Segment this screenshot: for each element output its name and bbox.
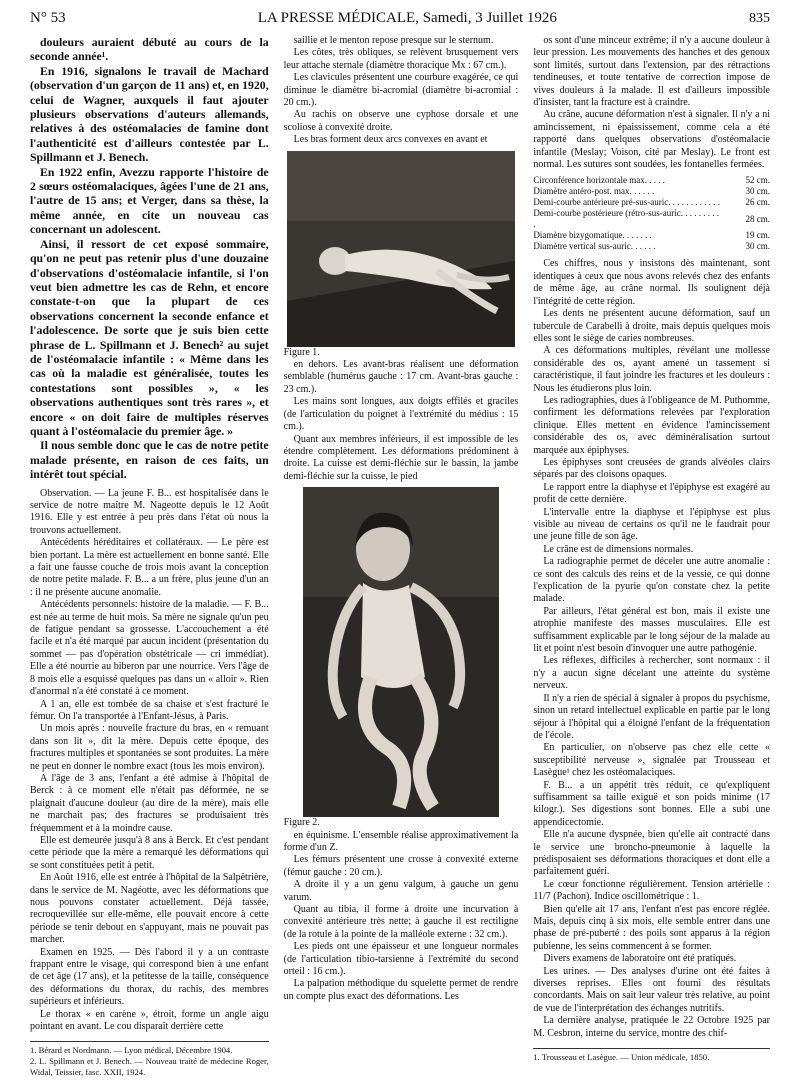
paragraph: Elle n'a aucune dyspnée, bien qu'elle ait contracté dans le service une broncho-pneumonie à laquelle la prédisposaient ses déformations thoraciques et dont elle a parfaitement guéri. — [533, 829, 770, 878]
table-row — [533, 175, 770, 186]
paragraph: A 1 an, elle est tombée de sa chaise et s'est fracturé le fémur. On l'a transportée à l'Enfant-Jésus, à Paris. — [30, 698, 269, 722]
paragraph: os sont d'une minceur extrême; il n'y a aucune douleur à leur pression. Les mouvements des hanches et des genoux sont limités, surtout dans l'extension, par des rétractions tendineuses, et toute tentative de correction impose de vives douleurs à la malade. Il est d'ailleurs impossible d'insister, tant la fracture est à craindre. — [533, 35, 770, 109]
paragraph: Quant aux membres inférieurs, il est impossible de les étendre complètement. Les déformations prédominent à droite. La cuisse est demi-fléchie sur le bassin, la jambe demi-fléchie sur la cuisse, le pied — [283, 433, 519, 482]
paragraph: Antécédents personnels: histoire de la maladie. — F. B... est née au terme de huit mois. Sa mère ne signale qu'un peu de fatigue pendant sa grossesse. L'accouchement a été facile et n'a été marqué par aucun incident (présentation du sommet — pas d'opération obstétricale — cri immédiat). Elle a été nourrie au biberon par une nourrice. Vers l'âge de 8 mois elle a esquissé quelques pas dans un « alloir ». Rien d'anormal n'a été constaté à ce moment. — [30, 599, 269, 698]
paragraph: Les bras forment deux arcs convexes en avant et — [293, 134, 488, 146]
paragraph: Les fémurs présentent une crosse à convexité externe (fémur gauche : 20 cm.). — [283, 854, 519, 878]
paragraph: Au rachis on observe une cyphose dorsale et une scoliose à convexité droite. — [283, 109, 519, 133]
measure-label: Diamètre bizygomatique. . . . . . . — [533, 230, 652, 241]
paragraph: La dernière analyse, pratiquée le 22 Octobre 1925 par M. Cesbron, interne du service, montre des chif- — [533, 1015, 770, 1039]
footnotes — [30, 1041, 269, 1078]
table-row — [533, 241, 770, 252]
figure-2-photo — [303, 487, 499, 817]
footnote: 1. Bérard et Nordmann. — Lyon médical, Décembre 1904. — [30, 1045, 233, 1056]
column-1 — [30, 35, 269, 1078]
skull-measurements-table — [533, 175, 770, 252]
paragraph: Examen en 1925. — Dès l'abord il y a un contraste frappant entre le visage, qui correspond bien à une enfant de cet âge (17 ans), et la petitesse de la taille, conséquence des déformations du thorax, du rachis, des membres supérieurs et inférieurs. — [30, 946, 269, 1008]
paragraph: La radiographie permet de déceler une autre anomalie : ce sont des calculs des reins et de la vessie, ce qui donne l'explication de la pyurie qu'on constate chez la petite malade. — [533, 556, 770, 605]
paragraph: en équinisme. L'ensemble réalise approximativement la forme d'un Z. — [283, 829, 519, 853]
measure-label: Circonférence horizontale max. . . . . — [533, 175, 666, 186]
paragraph: Divers examens de laboratoire ont été pratiqués. — [543, 953, 737, 965]
paragraph: En 1922 enfin, Avezzu rapporte l'histoire de 2 sœurs ostéomalaciques, âgées l'une de 21 ans, l'autre de 15 ans; et Verger, dans sa thèse, la même année, en cite un nouveau cas concernant un adolescent. — [30, 164, 269, 237]
paragraph: Elle est demeurée jusqu'à 8 ans à Berck. Et c'est pendant cette période que la mère a remarqué les déformations qui se sont constituées petit à petit. — [30, 834, 269, 871]
paragraph: Il nous semble donc que le cas de notre petite malade présente, en raison de ces faits, un intérêt tout spécial. — [30, 438, 269, 482]
measure-value: 30 cm. — [745, 186, 770, 197]
lead-text — [30, 35, 269, 482]
measure-label: Diamètre antéro-post. max. . . . . . — [533, 186, 655, 197]
measure-label: Demi-courbe antérieure pré-sus-auric. . . . . . . . . . . . — [533, 197, 721, 208]
paragraph: Antécédents héréditaires et collatéraux. — Le père est bien portant. La mère est actuellement en bonne santé. Elle a fait une fausse couche de trois mois avant la conception de notre petite malade. F. B... a un frère, plus jeune d'un an : il ne présente aucune anomalie. — [30, 537, 269, 598]
measure-value: 26 cm. — [745, 197, 770, 208]
paragraph: Le thorax « en carène », étroit, forme un angle aigu pointant en avant. Le cou disparaît derrière cette — [30, 1008, 269, 1033]
paragraph: Au crâne, aucune déformation n'est à signaler. Il n'y a ni amincissement, ni épaississement, comme cela a été rapporté dans quelques observations d'ostéomalacie infantile (Meslay; Voison, cité par Meslay). Le front est normal. Les sutures sont soudées, les fontanelles fermées. — [533, 109, 770, 171]
column-2 — [284, 35, 519, 1045]
measure-value: 30 cm. — [745, 241, 770, 252]
paragraph: douleurs auraient débuté au cours de la seconde année¹. — [30, 35, 269, 64]
paragraph: La palpation méthodique du squelette permet de rendre un compte plus exact des déformations. Les — [283, 978, 519, 1002]
paragraph: En Août 1916, elle est entrée à l'hôpital de la Salpêtrière, dans le service de M. Nagéotte, avec les déformations que nous pouvons constater actuellement. Déjà tassée, recroquevillée sur elle-même, elle pouvait encore à cette période se tenir debout en s'appuyant, mais ne pouvait pas marcher. — [30, 872, 269, 946]
issue-number: N° 53 — [30, 10, 66, 26]
table-row — [533, 230, 770, 241]
paragraph: Ces chiffres, nous y insistons dès maintenant, sont identiques à ceux que nous avons relevés chez des enfants de même âge, au crâne normal. Ils soulignent déjà l'intégrité de cette région. — [533, 258, 770, 307]
paragraph: Il n'y a rien de spécial à signaler à propos du psychisme, sinon un retard intellectuel explicable en partie par le long séjour à l'hôpital qui a éloigné l'enfant de la fréquentation de l'école. — [533, 692, 770, 741]
paragraph: Un mois après : nouvelle fracture du bras, en « remuant dans son lit », dit la mère. Depuis cette époque, des fractures multiples et spontanées se sont produites. La mère ne peut en donner le nombre exact (tous les mois environ). — [30, 723, 269, 772]
paragraph: Les épiphyses sont creusées de grands alvéoles clairs séparés par des cloisons opaques. — [533, 456, 770, 481]
running-header — [30, 10, 770, 32]
paragraph: Les mains sont longues, aux doigts effilés et graciles (de l'articulation du poignet à l'extrémité du médius : 15 cm.). — [283, 396, 519, 433]
footnote: 2. L. Spillmann et J. Benech. — Nouveau traité de médecine Roger, Widal, Teissier, fasc. XXII, 1924. — [30, 1056, 269, 1078]
paragraph: A ces déformations multiples, révélant une mollesse considérable des os, ayant amené un tassement si caractéristique, il faut joindre les fractures et les douleurs : Nous les étudierons plus loin. — [533, 345, 770, 394]
figure-2-caption: Figure 2. — [283, 817, 320, 829]
paragraph: Les dents ne présentent aucune déformation, sauf un tubercule de Carabelli à droite, mais depuis quelques mois elles sont le siège de caries nombreuses. — [533, 308, 770, 344]
footnote: 1. Trousseau et Lasègue. — Union médicale, 1850. — [533, 1052, 710, 1063]
paragraph: Ainsi, il ressort de cet exposé sommaire, qu'on ne peut pas retenir plus d'une douzaine d'observations d'ostéomalacie infantile, si l'on veut bien admettre les cas de Rehn, et encore constate-t-on que la plupart de ces observations concernent la seconde enfance et l'adolescence. De sorte que je suis bien cette phrase de L. Spillmann et J. Benech² au sujet de l'ostéomalacie infantile : « Même dans les cas où la maladie est généralisée, toutes les contestations sont possibles », « les observations authentiques sont très rares », et encore « on doit faire de multiples réserves quant à l'ostéomalacie du premier âge. » — [30, 236, 269, 438]
figure-1-caption: Figure 1. — [283, 346, 320, 358]
paragraph: Le rapport entre la diaphyse et l'épiphyse est exagéré au profit de cette dernière. — [533, 481, 770, 506]
paragraph: Observation. — La jeune F. B... est hospitalisée dans le service de notre maître M. Nageotte depuis le 12 Août 1916. Elle y est entrée à peu près dans l'état où nous la trouvons actuellement. — [30, 487, 269, 536]
measure-label: Diamètre vertical sus-auric. . . . . . — [533, 241, 656, 252]
observation-text — [30, 488, 269, 1034]
paragraph: Le crâne est de dimensions normales. — [543, 543, 694, 555]
paragraph: Les réflexes, difficiles à rechercher, sont normaux : il n'y a aucun signe décelant une atteinte du système nerveux. — [533, 655, 770, 692]
page-number: 835 — [749, 11, 770, 26]
paragraph: Bien qu'elle ait 17 ans, l'enfant n'est pas encore réglée. Mais, depuis cinq à six mois, elle semble entrer dans une phase de pré-puberté : des poils sont apparus à la région pubienne, les seins commencent à se former. — [533, 903, 770, 952]
table-row — [533, 186, 770, 197]
paragraph: en dehors. Les avant-bras réalisent une déformation semblable (humérus gauche : 17 cm. Avant-bras gauche : 23 cm.). — [283, 359, 519, 395]
paragraph: F. B... a un appétit très réduit, ce qu'expliquent suffisamment sa taille exiguë et son poids minime (17 kilogr.). Ses digestions sont bonnes. Elle a subi une appendicectomie. — [533, 779, 770, 828]
paragraph: L'intervalle entre la diaphyse et l'épiphyse est plus visible au niveau de certains os qu'il ne le faudrait pour une jeune fille de son âge. — [533, 506, 770, 543]
table-row — [533, 197, 770, 208]
paragraph: En particulier, on n'observe pas chez elle cette « susceptibilité nerveuse », signalée par Trousseau et Lasègue¹ chez les ostéomalaciques. — [533, 742, 770, 779]
footnotes — [533, 1048, 770, 1063]
journal-title: LA PRESSE MÉDICALE, Samedi, 3 Juillet 1926 — [257, 10, 557, 26]
paragraph: Quant au tibia, il forme à droite une incurvation à convexité antérieure très nette; à gauche il est rectiligne (de la rotule à la pointe de la malléole externe : 32 cm.). — [283, 903, 519, 940]
paragraph: Les clavicules présentent une courbure exagérée, ce qui diminue le diamètre bi-acromial (diamètre bi-acromial : 20 cm.). — [283, 72, 519, 109]
paragraph: A droite il y a un genu valgum, à gauche un genu varum. — [283, 879, 519, 903]
measure-value: 52 cm. — [745, 175, 770, 186]
paragraph: A l'âge de 3 ans, l'enfant a été admise à l'hôpital de Berck : à ce moment elle n'était pas déformée, ne se plaignait d'aucune douleur (au dire de la mère), mais elle ne marchait pas; des fractures se produisaient très fréquemment et à la moindre cause. — [30, 772, 269, 834]
paragraph: Le cœur fonctionne régulièrement. Tension artérielle : 11/7 (Pachon). Indice oscillométrique : 1. — [533, 878, 770, 903]
paragraph: En 1916, signalons le travail de Machard (observation d'un garçon de 11 ans) et, en 1920, celui de Wagner, auxquels il faut ajouter plusieurs observations d'auteurs allemands, relatives à des ostéomalacies de famine dont l'authenticité est d'ailleurs contestée par L. Spillmann et J. Benech. — [30, 63, 269, 165]
paragraph: Les côtes, très obliques, se relèvent brusquement vers leur attache sternale (diamètre thoracique Mx : 67 cm.). — [283, 47, 519, 71]
paragraph: Les pieds ont une épaisseur et une longueur normales (de l'articulation tibio-tarsienne à l'extrémité du second orteil : 16 cm.). — [283, 941, 519, 977]
figure-1-photo — [287, 151, 515, 347]
paragraph: saillie et le menton repose presque sur le sternum. — [293, 35, 494, 46]
paragraph: Les urines. — Des analyses d'urine ont été faites à diverses reprises. Elles ont fourni des résultats concordants. Mais on sait leur valeur très relative, au point de vue de l'interprétation des échanges nutritifs. — [533, 965, 770, 1014]
paragraph: Les radiographies, dues à l'obligeance de M. Puthomme, confirment les déformations relevées par l'exploration clinique. Elles mettent en évidence l'amincissement considérable des os, avec déminéralisation surtout marquée aux épiphyses. — [533, 394, 770, 456]
paragraph: Par ailleurs, l'état général est bon, mais il existe une atrophie manifeste des masses musculaires. Elle est suffisamment explicable par le long séjour de la malade au lit et point n'est besoin d'invoquer une autre pathogénie. — [533, 605, 770, 655]
measure-value: 19 cm. — [745, 230, 770, 241]
column-3 — [533, 35, 770, 1063]
measure-label: Demi-courbe postérieure (rétro-sus-auric. . . . . . . . . . — [533, 208, 720, 230]
table-row — [533, 208, 770, 230]
measure-value: 28 cm. — [745, 213, 770, 224]
